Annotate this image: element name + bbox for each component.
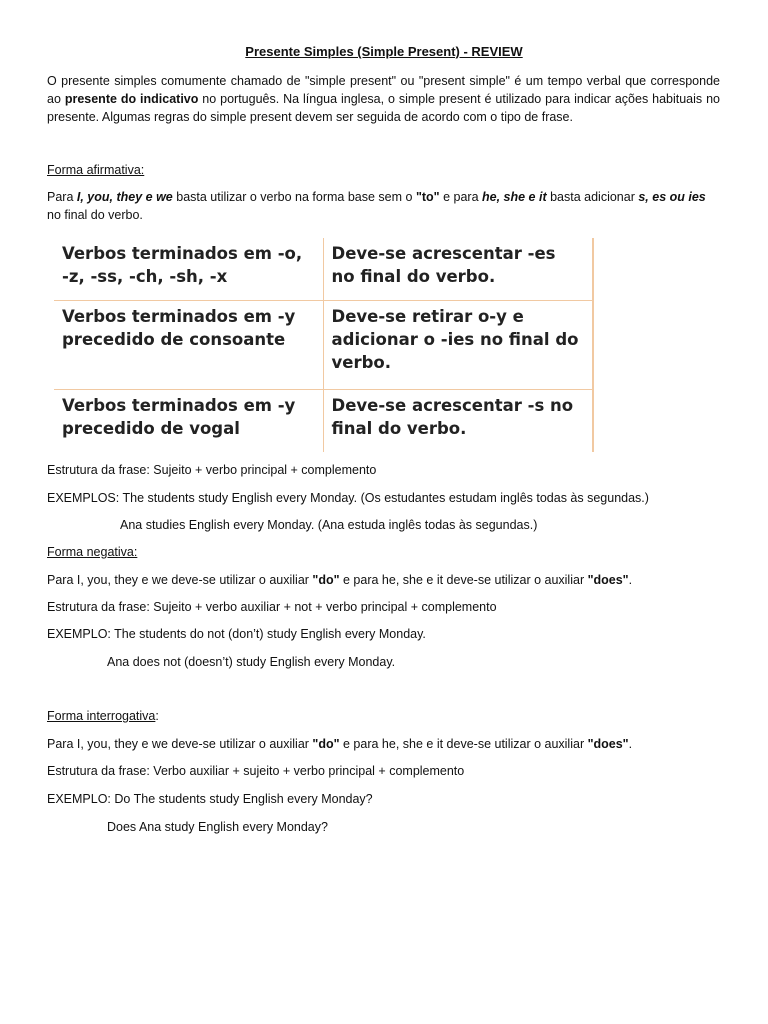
affirmative-structure: Estrutura da frase: Sujeito + verbo principal + complemento	[47, 463, 377, 477]
table-cell: Verbos terminados em -y precedido de consoante	[54, 300, 323, 389]
interrogative-structure: Estrutura da frase: Verbo auxiliar + sujeito + verbo principal + complemento	[47, 764, 465, 778]
affirmative-heading: Forma afirmativa:	[47, 163, 145, 177]
table-cell: Verbos terminados em -o, -z, -ss, -ch, -sh, -x	[54, 238, 323, 300]
interrogative-example-1: EXEMPLO: Do The students study English every Monday?	[47, 792, 373, 806]
negative-example-1: EXEMPLO: The students do not (don’t) study English every Monday.	[47, 627, 426, 641]
intro-paragraph: O presente simples comumente chamado de "simple present" ou "present simple" é um tempo verbal que corresponde ao presente do indicativo no português. Na língua inglesa, o simple present é utilizado para indicar ações habituais no presente. Algumas regras do simple present devem ser seguida de acordo com o tipo de frase.	[47, 74, 720, 124]
interrogative-rule: Para I, you, they e we deve-se utilizar o auxiliar "do" e para he, she e it deve-se utilizar o auxiliar "does".	[47, 737, 633, 751]
table-row	[54, 238, 593, 300]
table-row	[54, 390, 593, 452]
interrogative-heading: Forma interrogativa:	[47, 709, 159, 723]
negative-example-2: Ana does not (doesn’t) study English every Monday.	[107, 655, 396, 669]
spelling-rules-table	[54, 238, 594, 452]
table-cell: Deve-se retirar o-y e adicionar o -ies no final do verbo.	[323, 300, 593, 389]
table-cell: Deve-se acrescentar -es no final do verbo.	[323, 238, 593, 300]
negative-structure: Estrutura da frase: Sujeito + verbo auxiliar + not + verbo principal + complemento	[47, 600, 497, 614]
affirmative-example-1: EXEMPLOS: The students study English every Monday. (Os estudantes estudam inglês todas às segundas.)	[47, 491, 649, 505]
affirmative-rule: Para I, you, they e we basta utilizar o verbo na forma base sem o "to" e para he, she e it basta adicionar s, es ou ies no final do verbo.	[47, 190, 706, 222]
negative-heading: Forma negativa:	[47, 545, 138, 559]
interrogative-example-2: Does Ana study English every Monday?	[107, 820, 328, 834]
affirmative-example-2: Ana studies English every Monday. (Ana estuda inglês todas às segundas.)	[120, 518, 538, 532]
table-row	[54, 300, 593, 389]
table-cell: Deve-se acrescentar -s no final do verbo.	[323, 390, 593, 452]
negative-rule: Para I, you, they e we deve-se utilizar o auxiliar "do" e para he, she e it deve-se utilizar o auxiliar "does".	[47, 573, 633, 587]
table-cell: Verbos terminados em -y precedido de vogal	[54, 390, 323, 452]
page-title: Presente Simples (Simple Present) - REVIEW	[245, 44, 523, 59]
